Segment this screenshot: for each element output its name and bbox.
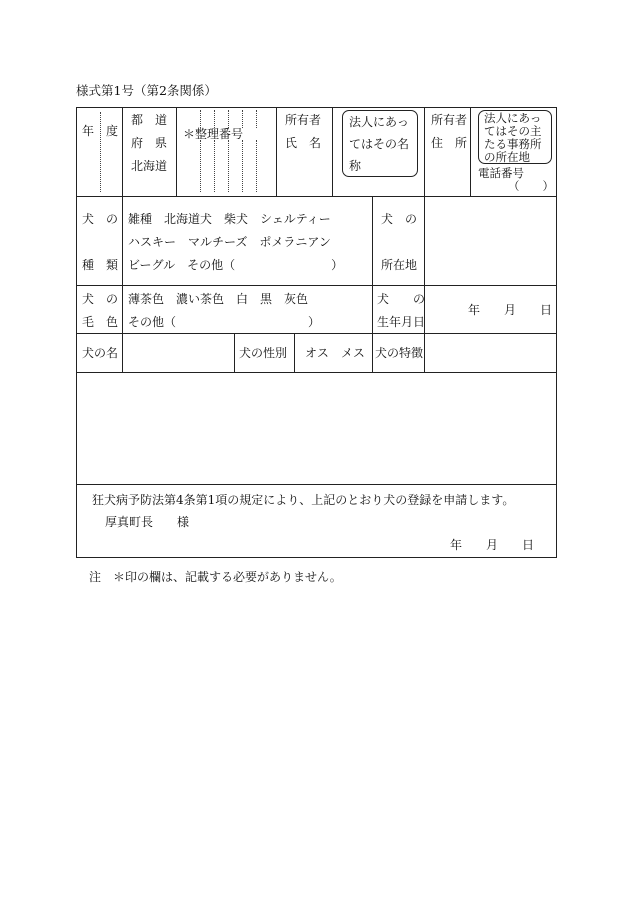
corp-address-note-1: 法人にあっ xyxy=(484,111,542,125)
serial-number-label: ＊整理番号 xyxy=(183,127,244,141)
corp-name-note-1: 法人にあっ xyxy=(349,115,409,129)
application-date[interactable]: 年 月 日 xyxy=(450,538,535,552)
owner-address-label-2: 住 所 xyxy=(431,136,468,150)
breed-options-2: ハスキー マルチーズ ポメラニアン xyxy=(128,235,331,249)
phone-label: 電話番号 xyxy=(478,166,524,180)
dog-sex-options[interactable]: オス メス xyxy=(305,346,365,360)
form-title: 様式第1号（第2条関係） xyxy=(76,83,217,98)
breed-options-3: ビーグル その他（ ） xyxy=(128,258,344,272)
breed-label-2: 種 類 xyxy=(82,258,119,272)
corp-address-note-3: たる事務所 xyxy=(484,137,542,151)
corp-address-note-4: の所在地 xyxy=(484,150,530,164)
dog-name-field[interactable] xyxy=(123,334,233,372)
corp-name-note-2: てはその名 xyxy=(349,137,410,151)
corp-name-note-3: 称 xyxy=(349,159,362,173)
coat-label-2: 毛 色 xyxy=(82,315,119,329)
footnote: 注 ＊印の欄は、記載する必要がありません。 xyxy=(89,570,342,584)
owner-name-label-1: 所有者 xyxy=(285,113,322,127)
coat-options-2: その他（ ） xyxy=(128,315,321,329)
dog-features-field[interactable] xyxy=(425,334,556,372)
dog-location-label-1: 犬 の xyxy=(381,212,418,226)
addressee: 厚真町長 様 xyxy=(105,515,190,529)
owner-name-label-2: 氏 名 xyxy=(285,136,322,150)
year-label-2: 度 xyxy=(106,124,119,138)
declaration-text: 狂犬病予防法第4条第1項の規定により、上記のとおり犬の登録を申請します。 xyxy=(92,493,515,507)
corp-address-note-2: てはその主 xyxy=(484,124,542,138)
birth-date-label-1: 犬 の xyxy=(377,292,426,306)
year-label: 年 xyxy=(82,124,95,138)
birth-date-field[interactable]: 年 月 日 xyxy=(468,303,553,317)
blank-area xyxy=(77,373,556,484)
prefecture-label-2: 府 県 xyxy=(131,136,168,150)
dog-location-label-2: 所在地 xyxy=(381,258,418,272)
prefecture-label-1: 都 道 xyxy=(131,113,168,127)
dog-location-field[interactable] xyxy=(425,197,556,285)
phone-parentheses: （ ） xyxy=(508,179,554,193)
coat-options-1: 薄茶色 濃い茶色 白 黒 灰色 xyxy=(128,292,309,306)
dog-sex-label: 犬の性別 xyxy=(239,346,288,360)
dog-features-label: 犬の特徴 xyxy=(375,346,424,360)
breed-options-1: 雑種 北海道犬 柴犬 シェルティー xyxy=(128,212,331,226)
birth-date-label-2: 生年月日 xyxy=(377,315,426,329)
coat-label-1: 犬 の xyxy=(82,292,119,306)
owner-address-label-1: 所有者 xyxy=(431,113,468,127)
dog-name-label: 犬の名 xyxy=(82,346,119,360)
prefecture-label-3: 北海道 xyxy=(131,159,168,173)
breed-label-1: 犬 の xyxy=(82,212,119,226)
